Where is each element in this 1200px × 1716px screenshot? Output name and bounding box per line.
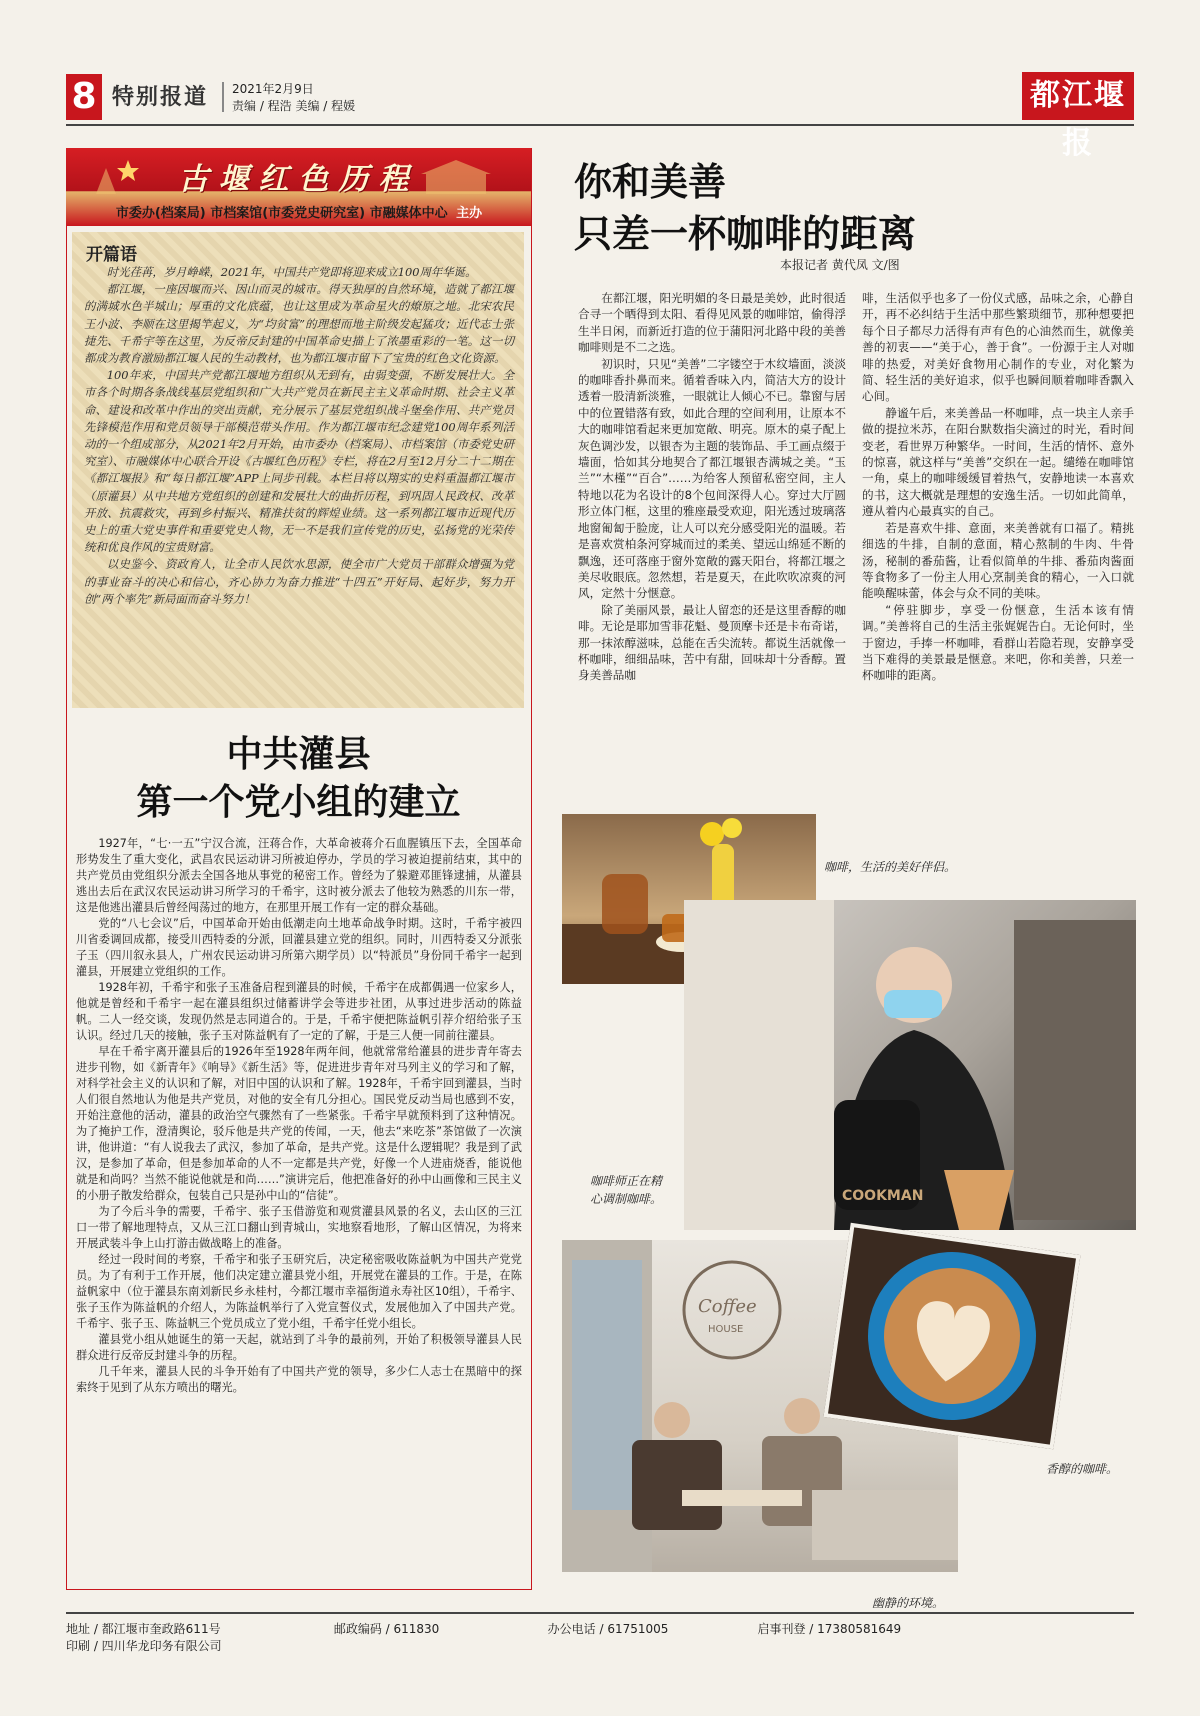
column-title: 古堰红色历程 — [178, 162, 419, 197]
caption-coffee-cups: 咖啡，生活的美好伴侣。 — [824, 860, 957, 874]
footer-postcode: 邮政编码 / 611830 — [333, 1622, 440, 1636]
right-article-headline — [574, 156, 1134, 260]
article-paragraph: 初识时，只见“美善”二字镂空于木纹墙面，淡淡的咖啡香扑鼻而来。循着香味入内，简洁大方的设计透着一股清新淡雅，一眼就让人倾心不已。靠窗与居中的位置错落有致，如此合理的空间利用，让原本不大的咖啡馆看起来更加宽敞、明亮。原木的桌子配上灰色调沙发，以银杏为主题的装饰品、手工画点缀于墙面，恰如其分地契合了都江堰银杏满城之美。“玉兰”“木槿”“百合”……为给客人预留私密空间，主人特地以花为名设计的8个包间深得人心。穿过大厅圆形立体门框，这里的雅座最受欢迎，阳光透过玻璃落地窗匍匐于脸庞，让人可以充分感受阳光的温暖。若是喜欢赏柏条河穿城而过的柔美、望远山绵延不断的飘逸，还可落座于窗外宽敞的露天阳台，将都江堰之美尽收眼底。忽然想，若是夏天，在此吹吹凉爽的河风，定然十分惬意。 — [578, 356, 846, 601]
seated-customer — [632, 1440, 722, 1530]
shelf — [1014, 920, 1136, 1220]
sponsor-list: 市委办(档案局) 市档案馆(市委党史研究室) 市融媒体中心 — [115, 206, 448, 221]
caption-line: 咖啡师正在精 — [590, 1174, 663, 1188]
article-paragraph: 若是喜欢牛排、意面，来美善就有口福了。精挑细选的牛排，自制的意面，精心熬制的牛肉、牛骨汤，秘制的番茄酱，让看似简单的牛排、番茄肉酱面等食物多了一份主人用心烹制美食的精心，一入口就能唤醒味蕾，体会与众不同的美味。 — [862, 520, 1134, 601]
sofa — [812, 1490, 958, 1560]
preface-paragraph: 都江堰，一座因堰而兴、因山而灵的城市。得天独厚的自然环境，造就了都江堰的满城水色半城山；厚重的文化底蕴，也让这里成为革命星火的燎原之地。北宋农民王小波、李顺在这里揭竿起义，为“均贫富”的理想而地主阶级发起猛攻；近代志士张捷先、千希宇等在这里，为反帝反封建的中国革命史描上了浓墨重彩的一笔。这一切都成为教育激励都江堰人民的生动教材，也为都江堰市留下了宝贵的红色文化资源。 — [84, 282, 514, 366]
caption-latte: 香醇的咖啡。 — [1046, 1462, 1119, 1476]
wall-sign-text: Coffee — [698, 1296, 757, 1317]
article-paragraph: 啡，生活似乎也多了一份仪式感，品味之余，心静自开，再不必纠结于生活中那些繁琐细节，那种想要把每个日子都尽力活得有声有色的心油然而生，就像美善的初衷——“美于心，善于食”。一份源于主人对咖啡的热爱，对美好食物用心制作的专业，对化繁为简、轻生活的美好追求，似乎也瞬间顺着咖啡香飘入心间。 — [862, 291, 1134, 404]
article-paragraph: 几千年来，灌县人民的斗争开始有了中国共产党的领导，多少仁人志士在黑暗中的探索终于见到了从东方喷出的曙光。 — [76, 1365, 522, 1394]
preface-text — [84, 264, 514, 608]
header-rule — [66, 124, 1134, 126]
headline-line: 中共灌县 — [226, 733, 371, 775]
left-article-headline — [66, 730, 531, 826]
footer-address: 地址 / 都江堰市奎政路611号 — [66, 1622, 221, 1636]
article-paragraph: 经过一段时间的考察，千希宇和张子玉研究后，决定秘密吸收陈益帆为中国共产党党员。为了有利于工作开展，他们决定建立灌县党小组，开展党在灌县的工作。于是，在陈益帆家中（位于灌县东南刘新民乡永桂村，今都江堰市幸福街道永寿社区10组），千希宇、张子玉作为陈益帆的介绍人，为陈益帆举行了入党宣誓仪式，发展他加入了中国共产党。千希宇、张子玉、陈益帆三个党员成立了党小组，千希宇任党小组长。 — [76, 1253, 522, 1330]
preface-paragraph: 时光荏苒，岁月峥嵘，2021年，中国共产党即将迎来成立100周年华诞。 — [106, 265, 477, 279]
wall-sign-subtext: HOUSE — [708, 1324, 744, 1335]
right-article-column-2 — [862, 290, 1134, 684]
left-article-body — [76, 836, 522, 1396]
headline-line: 你和美善 — [574, 160, 727, 204]
face-mask — [884, 990, 942, 1018]
editors: 责编 / 程浩 美编 / 程媛 — [232, 99, 356, 113]
newspaper-masthead: 都江堰报 — [1022, 72, 1134, 120]
article-paragraph: 除了美丽风景，最让人留恋的还是这里香醇的咖啡。无论是耶加雪菲花魁、曼顶摩卡还是卡布奇诺，那一抹浓醇滋味，总能在舌尖流转。都说生活就像一杯咖啡，细细品味，苦中有甜，回味却十分香醇。置身美善品咖 — [578, 602, 846, 683]
customer-head — [784, 1398, 820, 1434]
article-paragraph: 为了今后斗争的需要，千希宇、张子玉借游览和观赏灌县风景的名义，去山区的三江口一带了解地理特点，又从三江口翻山到青城山，实地察看地形，了解山区情况，为将来开展武装斗争上山打游击做战略上的准备。 — [76, 1205, 522, 1250]
article-paragraph: 早在千希宇离开灌县后的1926年至1928年两年间，他就常常给灌县的进步青年寄去进步刊物，如《新青年》《响导》《新生活》等，促进进步青年对马列主义的学习和了解，对科学社会主义的认识和了解，对旧中国的认识和了解。1928年，千希宇回到灌县，当时人们很自然地认为他是共产党员，对他的安全有几分担心。国民党反动当局也感到不安，开始注意他的活动，灌县的政治空气骤然有了一些紧张。千希宇早就预料到了这种情况。为了掩护工作，澄清舆论，驳斥他是共产党的传闻，一天，他去“来吃茶”茶馆做了一次演讲，他讲道：“有人说我去了武汉，参加了革命，是共产党。这是什么逻辑呢？我是到了武汉，是参加了革命，但是参加革命的人不一定都是共产党，好像一个人进庙烧香，能说他就是和尚吗？当然不能说他就是和尚……”演讲完后，他把准备好的孙中山画像和三民主义的小册子散发给群众，包装自己只是孙中山的“信徒”。 — [76, 1045, 522, 1202]
footer-office-phone: 办公电话 / 61751005 — [547, 1622, 669, 1636]
byline: 本报记者 黄代凤 文/图 — [780, 258, 900, 272]
footer-rule — [66, 1612, 1134, 1614]
column-banner — [66, 148, 531, 226]
cafe-table — [682, 1490, 802, 1506]
right-article-column-1 — [578, 290, 846, 684]
article-paragraph: 1928年初，千希宇和张子玉准备启程到灌县的时候，千希宇在成都偶遇一位家乡人，他就是曾经和千希宇一起在灌县组织过储蓄讲学会等进步社团，从事过进步活动的陈益帆。二人一经交谈，发现仍然是志同道合的。于是，千希宇便把陈益帆引荐介绍给张子玉认识。经过几天的接触，张子玉对陈益帆有了一定的了解，于是三人便一同前往灌县。 — [76, 981, 522, 1042]
footer-printer: 印刷 / 四川华龙印务有限公司 — [66, 1639, 222, 1653]
article-paragraph: 静谧午后，来美善品一杯咖啡，点一块主人亲手做的提拉米苏，在阳台默数指尖滴过的时光，看时间变老，看世界万种繁华。一时间，生活的情怀、意外的惊喜，就这样与“美善”交织在一起。缱绻在咖啡馆一角，桌上的咖啡缓缓冒着热气，安静地读一本喜欢的书，这大概就是理想的安逸生活。一切如此简单，遵从着内心最真实的自己。 — [862, 405, 1134, 519]
caption-barista — [590, 1172, 680, 1208]
article-paragraph: 在都江堰，阳光明媚的冬日最是美妙，此时很适合寻一个晒得到太阳、看得见风景的咖啡馆，偷得浮生半日闲，而新近打造的位于蒲阳河北路中段的美善咖啡则是不二之选。 — [578, 291, 846, 355]
window-glass — [572, 1260, 642, 1510]
caption-interior: 幽静的环境。 — [872, 1596, 945, 1610]
latte-art-illustration — [828, 1227, 1076, 1444]
column-sponsors — [74, 202, 524, 221]
footer — [66, 1620, 1134, 1654]
article-paragraph: 1927年，“七·一五”宁汉合流，汪蒋合作，大革命被蒋介石血腥镇压下去，全国革命形势发生了重大变化，武昌农民运动讲习所被迫停办，学员的学习被迫提前结束，其中的共产党员由党组织分派去全国各地从事党的秘密工作。曾经为了躲避邓匪锋逮捕，从灌县逃出去后在武汉农民运动讲习所学习的千希宇，这时被分派去了他较为熟悉的川东一带，这是他逃出灌县后曾经闯荡过的地方，在那里开展工作有一定的群众基础。 — [76, 837, 522, 914]
preface-paragraph: 100年来，中国共产党都江堰地方组织从无到有，由弱变强，不断发展壮大。全市各个时期各条战线基层党组织和广大共产党员在新民主主义革命时期、社会主义革命、建设和改革中作出的突出贡献，充分展示了基层党组织战斗堡垒作用、共产党员先锋模范作用和党员领导干部模范带头作用。作为都江堰市纪念建党100周年系列活动的一个组成部分，从2021年2月开始，由市委办（档案局）、市档案馆（市委党史研究室）、市融媒体中心联合开设《古堰红色历程》专栏，将在2月至12月分二十二期在《都江堰报》和“每日都江堰”APP上同步刊载。本栏目将以翔实的史料重温都江堰市（原灌县）从中共地方党组织的创建和发展壮大的曲折历程，到巩固人民政权、改革开放、抗震救灾，再到乡村振兴、精准扶贫的辉煌业绩。这一系列都江堰市近现代历史上的重大党史事件和重要党史人物，无一不是我们宣传党的历史，弘扬党的光荣传统和优良作风的宝贵财富。 — [84, 368, 514, 555]
headline-line: 第一个党小组的建立 — [136, 781, 461, 823]
article-paragraph: 党的“八七会议”后，中国革命开始由低潮走向土地革命战争时期。这时，千希宇被四川省委调回成都，接受川西特委的分派，回灌县建立党的组织。同时，川西特委又分派张子玉（四川叙永县人，广州农民运动讲习所第六期学员）以“特派员”身份同千希宇一起到灌县，开展建立党组织的工作。 — [76, 917, 522, 978]
barista-photo — [684, 900, 1136, 1230]
shop-background — [684, 900, 834, 1230]
barista-illustration — [684, 900, 1136, 1230]
article-paragraph: 灌县党小组从她诞生的第一天起，就站到了斗争的最前列，开始了积极领导灌县人民群众进行反帝反封建斗争的历程。 — [76, 1333, 522, 1362]
header-divider — [222, 82, 224, 112]
flowers — [700, 822, 724, 846]
preface-paragraph: 以史鉴今、资政育人，让全市人民饮水思源，使全市广大党员干部群众增强为党的事业奋斗的决心和信心，齐心协力为奋力推进“十四五”开好局、起好步，努力开创“两个率先”新局面而奋斗努力！ — [84, 557, 514, 606]
issue-date: 2021年2月9日 — [232, 82, 314, 96]
flowers — [722, 818, 742, 838]
sponsor-host-label: 主办 — [456, 206, 483, 221]
coffee-carafe — [602, 874, 648, 934]
kettle-brand-text: COOKMAN — [842, 1188, 924, 1204]
customer-head — [654, 1402, 690, 1438]
footer-notice-phone: 启事刊登 / 17380581649 — [757, 1622, 902, 1636]
headline-line: 只差一杯咖啡的距离 — [574, 212, 917, 256]
caption-line: 心调制咖啡。 — [590, 1192, 663, 1206]
preface-heading: 开篇语 — [86, 245, 137, 265]
page-number: 8 — [66, 74, 102, 120]
latte-art-photo — [823, 1223, 1080, 1449]
article-paragraph: “停驻脚步，享受一份惬意，生活本该有情调。”美善将自己的生活主张娓娓告白。无论何时，坐于窗边，手捧一杯咖啡，看群山若隐若现，安静享受当下难得的美景最是惬意。来吧，你和美善，只差一杯咖啡的距离。 — [862, 602, 1134, 683]
section-title: 特别报道 — [112, 85, 209, 110]
